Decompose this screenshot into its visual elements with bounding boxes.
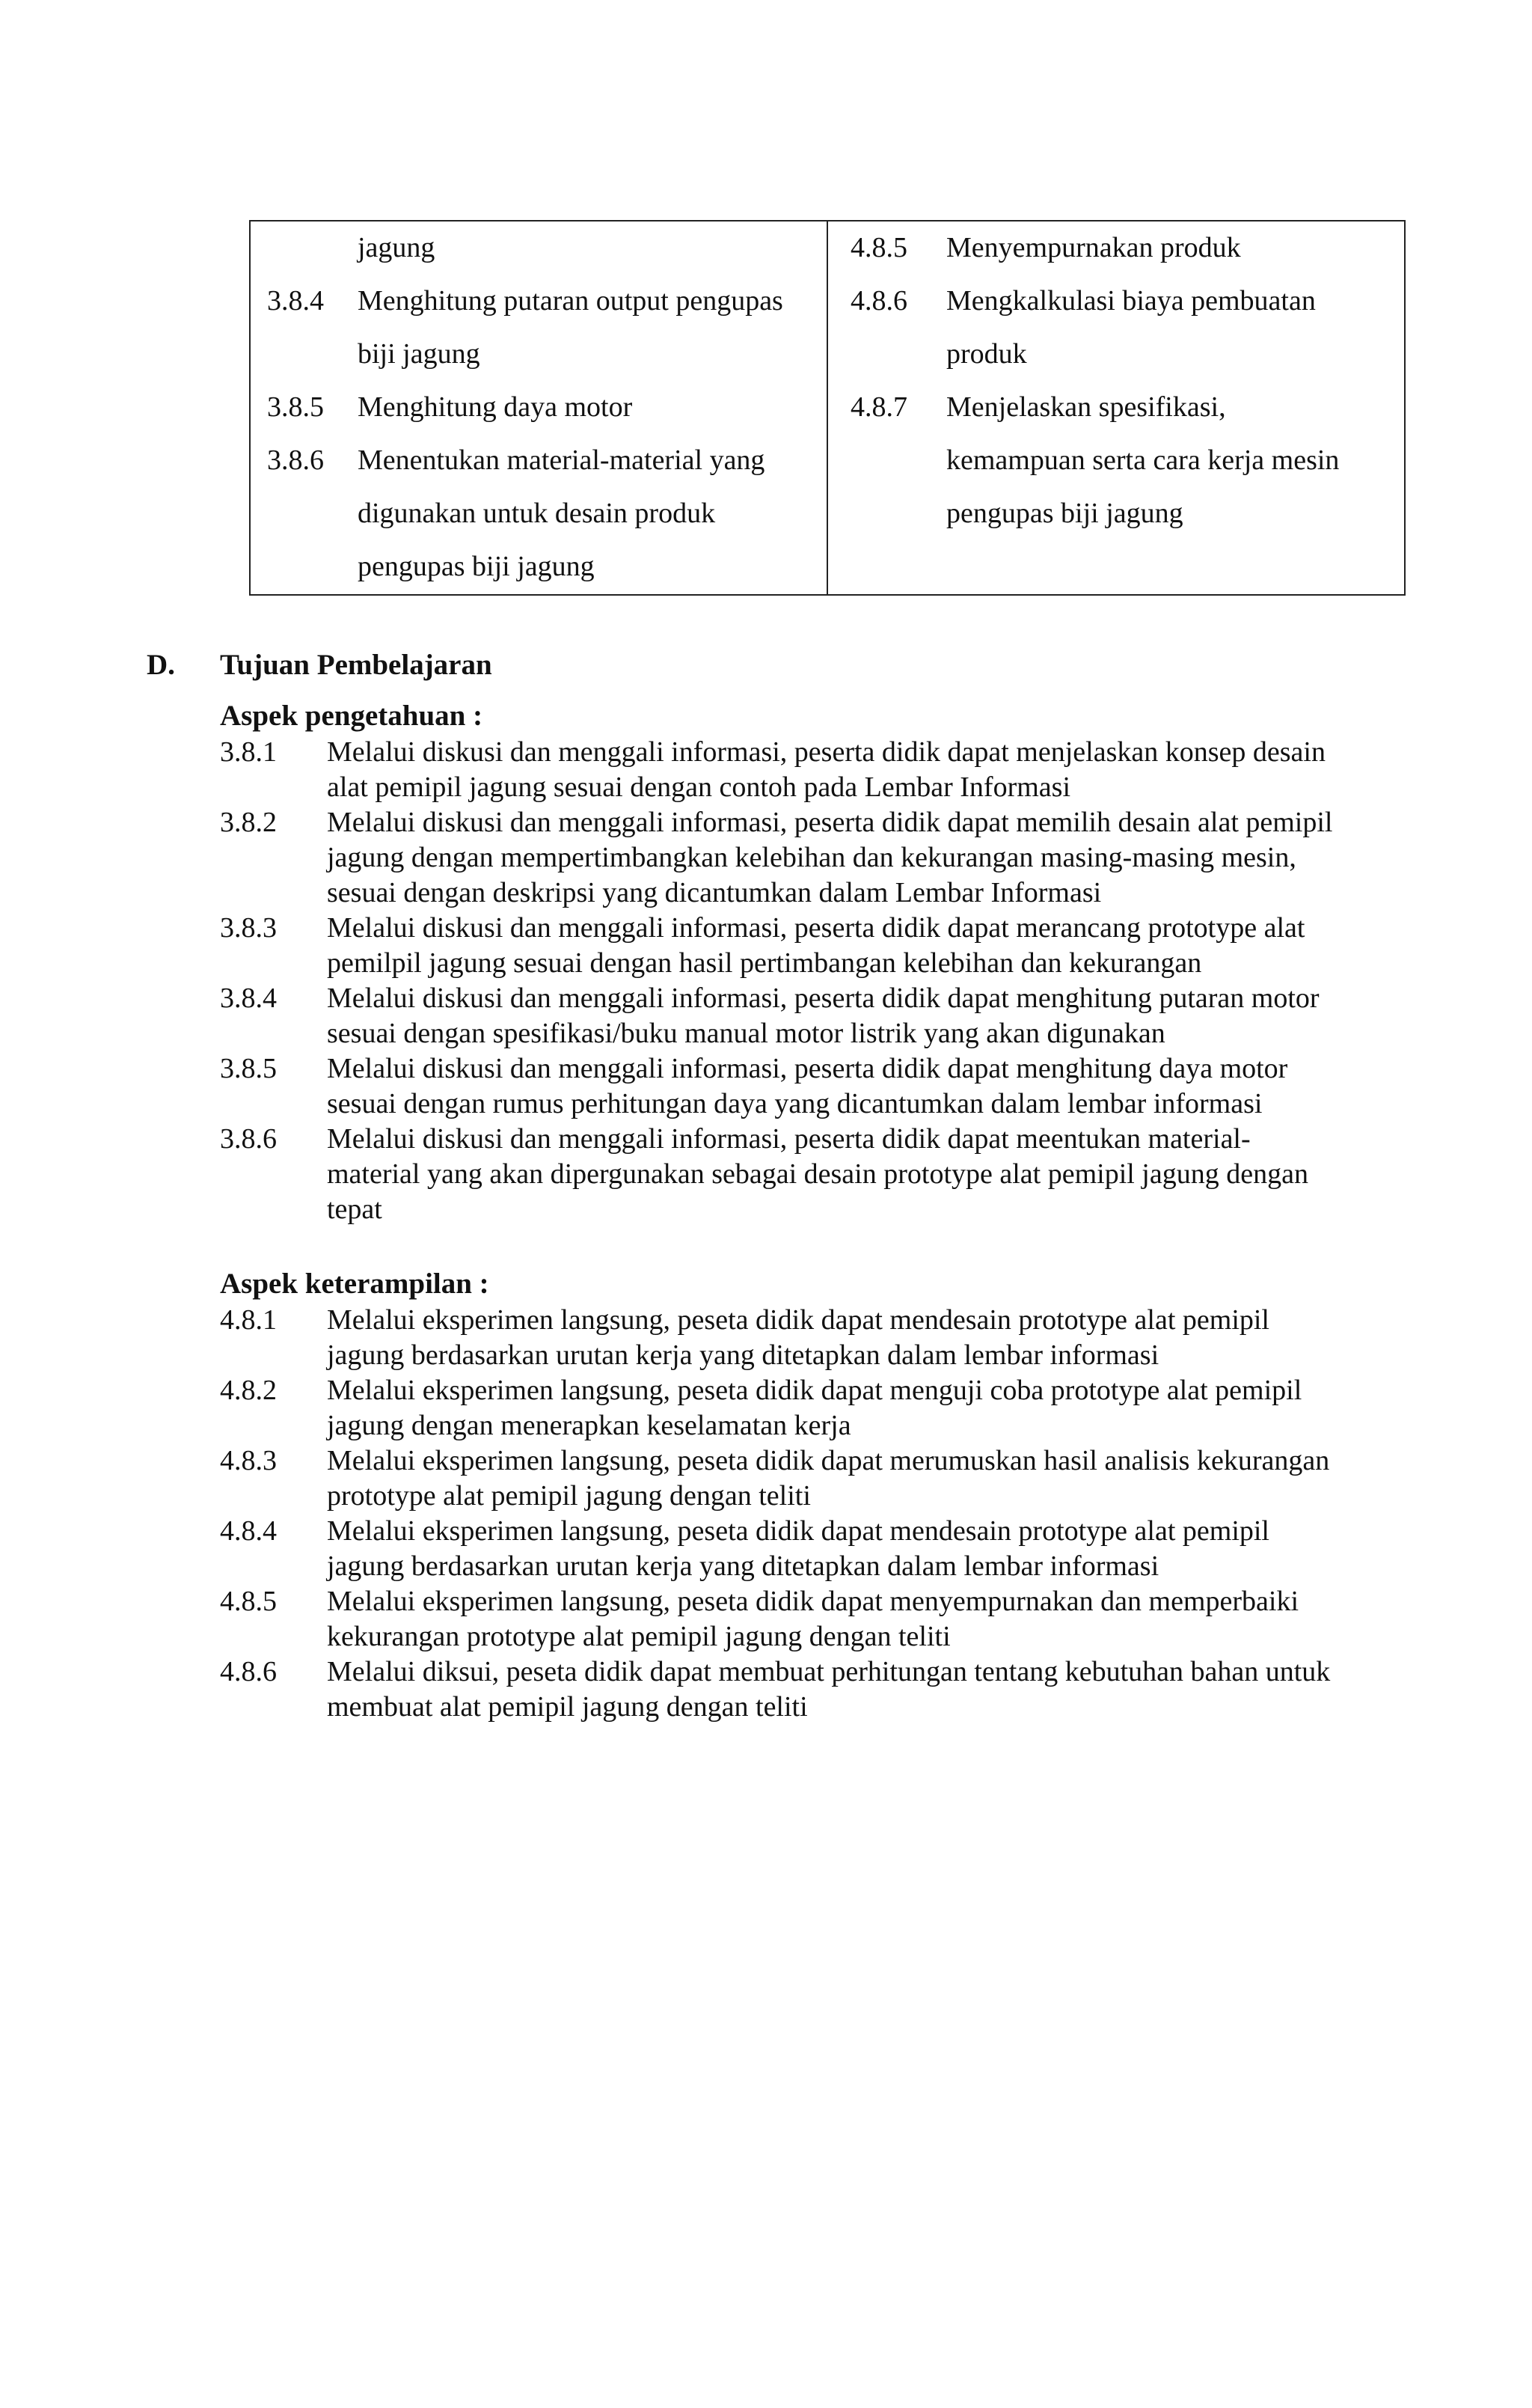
- objective-item: [220, 1654, 1432, 1725]
- objective-line: prototype alat pemipil jagung dengan teliti: [327, 1480, 811, 1512]
- indicator-column-skills: [828, 221, 1404, 594]
- objective-item: [220, 1443, 1432, 1514]
- indicator-text: biji jagung: [358, 338, 480, 370]
- indicator-row: [828, 434, 1404, 487]
- knowledge-objectives-list: [220, 735, 1432, 1227]
- indicator-row: [828, 221, 1404, 275]
- indicator-row: [251, 487, 827, 540]
- objective-text: [327, 1654, 1432, 1725]
- indicator-number: [828, 328, 946, 381]
- indicator-number: [251, 221, 358, 275]
- indicator-text: Menjelaskan spesifikasi,: [946, 391, 1226, 423]
- indicator-text: produk: [946, 338, 1027, 370]
- objective-line: Melalui eksperimen langsung, peseta didik dapat mendesain prototype alat pemipil: [327, 1304, 1269, 1336]
- objective-line: Melalui eksperimen langsung, peseta didik dapat merumuskan hasil analisis kekurangan: [327, 1445, 1330, 1476]
- objective-text: [327, 1303, 1432, 1373]
- indicator-row: [251, 540, 827, 593]
- objective-line: tepat: [327, 1194, 382, 1225]
- indicator-text: pengupas biji jagung: [946, 498, 1183, 529]
- objective-number: 4.8.6: [220, 1656, 277, 1687]
- indicator-text: jagung: [358, 232, 435, 263]
- indicator-row: [251, 434, 827, 487]
- objective-line: material yang akan dipergunakan sebagai desain prototype alat pemipil jagung dengan: [327, 1158, 1308, 1190]
- indicator-number: [251, 540, 358, 593]
- objective-number: 3.8.3: [220, 912, 277, 944]
- objective-number: 3.8.1: [220, 736, 277, 768]
- objective-item: [220, 1373, 1432, 1443]
- objective-text: [327, 981, 1432, 1051]
- objective-line: Melalui eksperimen langsung, peseta didik dapat menguji coba prototype alat pemipil: [327, 1375, 1302, 1406]
- objective-text: [327, 1373, 1432, 1443]
- objective-text: [327, 1051, 1432, 1122]
- objective-number: 4.8.1: [220, 1304, 277, 1336]
- objective-line: sesuai dengan deskripsi yang dicantumkan dalam Lembar Informasi: [327, 877, 1102, 908]
- indicator-text: kemampuan serta cara kerja mesin: [946, 444, 1340, 476]
- indicator-number: 3.8.5: [267, 391, 324, 423]
- indicator-row: [828, 328, 1404, 381]
- objective-line: jagung berdasarkan urutan kerja yang ditetapkan dalam lembar informasi: [327, 1339, 1159, 1371]
- indicator-number: [251, 328, 358, 381]
- objective-line: Melalui eksperimen langsung, peseta didik dapat menyempurnakan dan memperbaiki: [327, 1586, 1299, 1617]
- objective-line: Melalui diskusi dan menggali informasi, peserta didik dapat merancang prototype alat: [327, 912, 1305, 944]
- indicator-text: Menentukan material-material yang: [358, 444, 765, 476]
- objective-line: sesuai dengan rumus perhitungan daya yang dicantumkan dalam lembar informasi: [327, 1088, 1263, 1119]
- indicator-text: digunakan untuk desain produk: [358, 498, 716, 529]
- indicator-number: 4.8.6: [851, 285, 907, 317]
- indicator-column-knowledge: [251, 221, 828, 594]
- objective-number: 4.8.2: [220, 1375, 277, 1406]
- objective-text: [327, 805, 1432, 911]
- objective-item: [220, 911, 1432, 981]
- objective-item: [220, 1051, 1432, 1122]
- objective-item: [220, 1122, 1432, 1227]
- objective-number: 4.8.4: [220, 1515, 277, 1547]
- objective-item: [220, 805, 1432, 911]
- objective-item: [220, 1303, 1432, 1373]
- indicator-row: [828, 381, 1404, 434]
- objective-line: alat pemipil jagung sesuai dengan contoh pada Lembar Informasi: [327, 771, 1071, 803]
- indicator-table: [249, 220, 1406, 596]
- objective-number: 3.8.6: [220, 1123, 277, 1155]
- objective-line: Melalui diksui, peseta didik dapat membuat perhitungan tentang kebutuhan bahan untuk: [327, 1656, 1331, 1687]
- objective-number: 4.8.3: [220, 1445, 277, 1476]
- indicator-text: pengupas biji jagung: [358, 551, 595, 582]
- objective-line: Melalui diskusi dan menggali informasi, peserta didik dapat menjelaskan konsep desain: [327, 736, 1326, 768]
- indicator-number: [251, 487, 358, 540]
- indicator-row: [251, 221, 827, 275]
- objective-line: membuat alat pemipil jagung dengan teliti: [327, 1691, 808, 1723]
- objective-line: Melalui diskusi dan menggali informasi, peserta didik dapat meentukan material-: [327, 1123, 1251, 1155]
- objective-line: sesuai dengan spesifikasi/buku manual motor listrik yang akan digunakan: [327, 1018, 1165, 1049]
- skills-heading: Aspek keterampilan :: [220, 1268, 489, 1300]
- skills-objectives-list: [220, 1303, 1432, 1725]
- objective-line: jagung dengan mempertimbangkan kelebihan dan kekurangan masing-masing mesin,: [327, 842, 1296, 873]
- objective-number: 3.8.5: [220, 1053, 277, 1084]
- indicator-number: 4.8.7: [851, 391, 907, 423]
- objective-line: jagung berdasarkan urutan kerja yang ditetapkan dalam lembar informasi: [327, 1550, 1159, 1582]
- objective-number: 3.8.4: [220, 983, 277, 1014]
- objective-text: [327, 1122, 1432, 1227]
- objective-item: [220, 1584, 1432, 1654]
- objective-line: jagung dengan menerapkan keselamatan kerja: [327, 1410, 851, 1441]
- objective-text: [327, 1514, 1432, 1584]
- indicator-row: [828, 487, 1404, 540]
- objective-line: pemilpil jagung sesuai dengan hasil pertimbangan kelebihan dan kekurangan: [327, 947, 1202, 979]
- objective-number: 3.8.2: [220, 807, 277, 838]
- objective-item: [220, 981, 1432, 1051]
- indicator-number: 4.8.5: [851, 232, 907, 263]
- objective-number: 4.8.5: [220, 1586, 277, 1617]
- section-letter: D.: [147, 649, 175, 681]
- indicator-row: [251, 275, 827, 328]
- indicator-text: Mengkalkulasi biaya pembuatan: [946, 285, 1316, 317]
- indicator-number: [828, 487, 946, 540]
- indicator-row: [828, 275, 1404, 328]
- objective-item: [220, 735, 1432, 805]
- indicator-number: 3.8.6: [267, 444, 324, 476]
- indicator-text: Menghitung putaran output pengupas: [358, 285, 783, 317]
- objective-text: [327, 1584, 1432, 1654]
- indicator-number: 3.8.4: [267, 285, 324, 317]
- objective-line: Melalui diskusi dan menggali informasi, peserta didik dapat menghitung putaran motor: [327, 983, 1320, 1014]
- indicator-row: [251, 328, 827, 381]
- objective-item: [220, 1514, 1432, 1584]
- objective-line: Melalui eksperimen langsung, peseta didik dapat mendesain prototype alat pemipil: [327, 1515, 1269, 1547]
- indicator-row: [251, 381, 827, 434]
- indicator-text: Menyempurnakan produk: [946, 232, 1241, 263]
- knowledge-heading: Aspek pengetahuan :: [220, 700, 483, 732]
- objective-line: Melalui diskusi dan menggali informasi, peserta didik dapat memilih desain alat pemipil: [327, 807, 1333, 838]
- objective-text: [327, 1443, 1432, 1514]
- indicator-text: Menghitung daya motor: [358, 391, 633, 423]
- objective-line: kekurangan prototype alat pemipil jagung dengan teliti: [327, 1621, 951, 1652]
- objective-text: [327, 735, 1432, 805]
- objective-text: [327, 911, 1432, 981]
- section-title: Tujuan Pembelajaran: [220, 649, 492, 681]
- objective-line: Melalui diskusi dan menggali informasi, peserta didik dapat menghitung daya motor: [327, 1053, 1288, 1084]
- section-heading: [147, 648, 492, 682]
- indicator-number: [828, 434, 946, 487]
